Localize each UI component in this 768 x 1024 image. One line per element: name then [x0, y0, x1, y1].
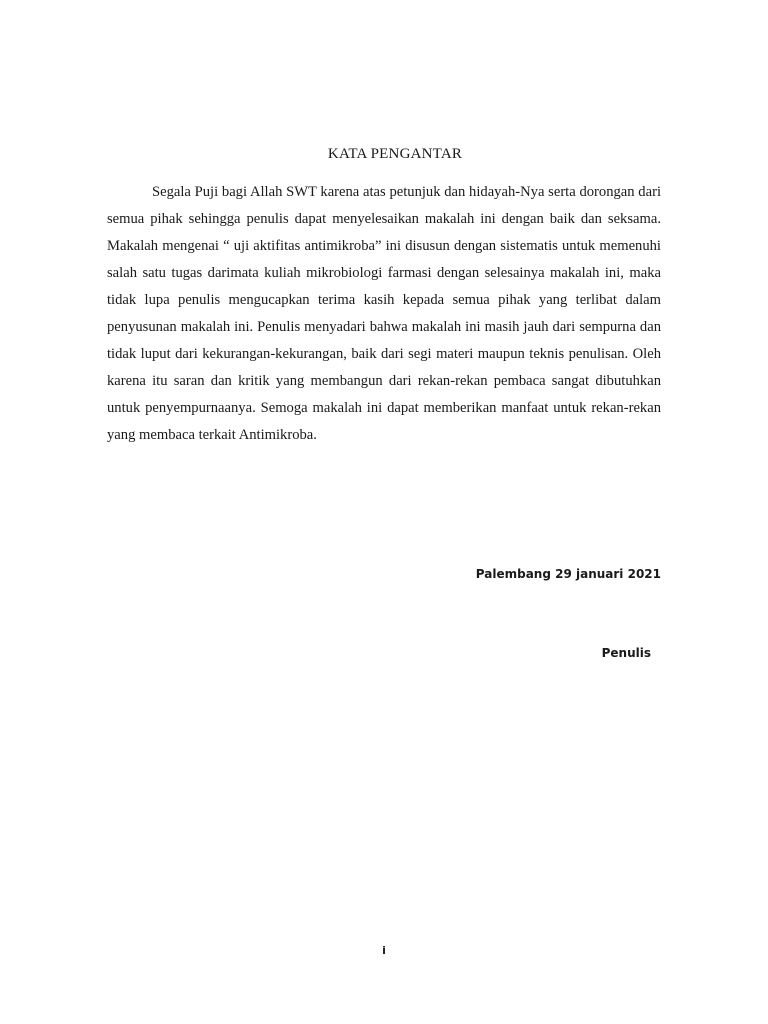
- place-date: Palembang 29 januari 2021: [475, 567, 661, 581]
- page-number: i: [382, 944, 386, 957]
- author-signature: Penulis: [601, 646, 651, 660]
- preface-paragraph: Segala Puji bagi Allah SWT karena atas petunjuk dan hidayah-Nya serta dorongan dari semua pihak sehingga penulis dapat menyelesaikan makalah ini dengan baik dan seksama. Makalah mengenai “ uji aktifitas antimikroba” ini disusun dengan sistematis untuk memenuhi salah satu tugas darimata kuliah mikrobiologi farmasi dengan selesainya makalah ini, maka tidak lupa penulis mengucapkan terima kasih kepada semua pihak yang terlibat dalam penyusunan makalah ini. Penulis menyadari bahwa makalah ini masih jauh dari sempurna dan tidak luput dari kekurangan-kekurangan, baik dari segi materi maupun teknis penulisan. Oleh karena itu saran dan kritik yang membangun dari rekan-rekan pembaca sangat dibutuhkan untuk penyempurnaanya. Semoga makalah ini dapat memberikan manfaat untuk rekan-rekan yang membaca terkait Antimikroba.: [107, 184, 661, 443]
- page-title: KATA PENGANTAR: [327, 146, 463, 162]
